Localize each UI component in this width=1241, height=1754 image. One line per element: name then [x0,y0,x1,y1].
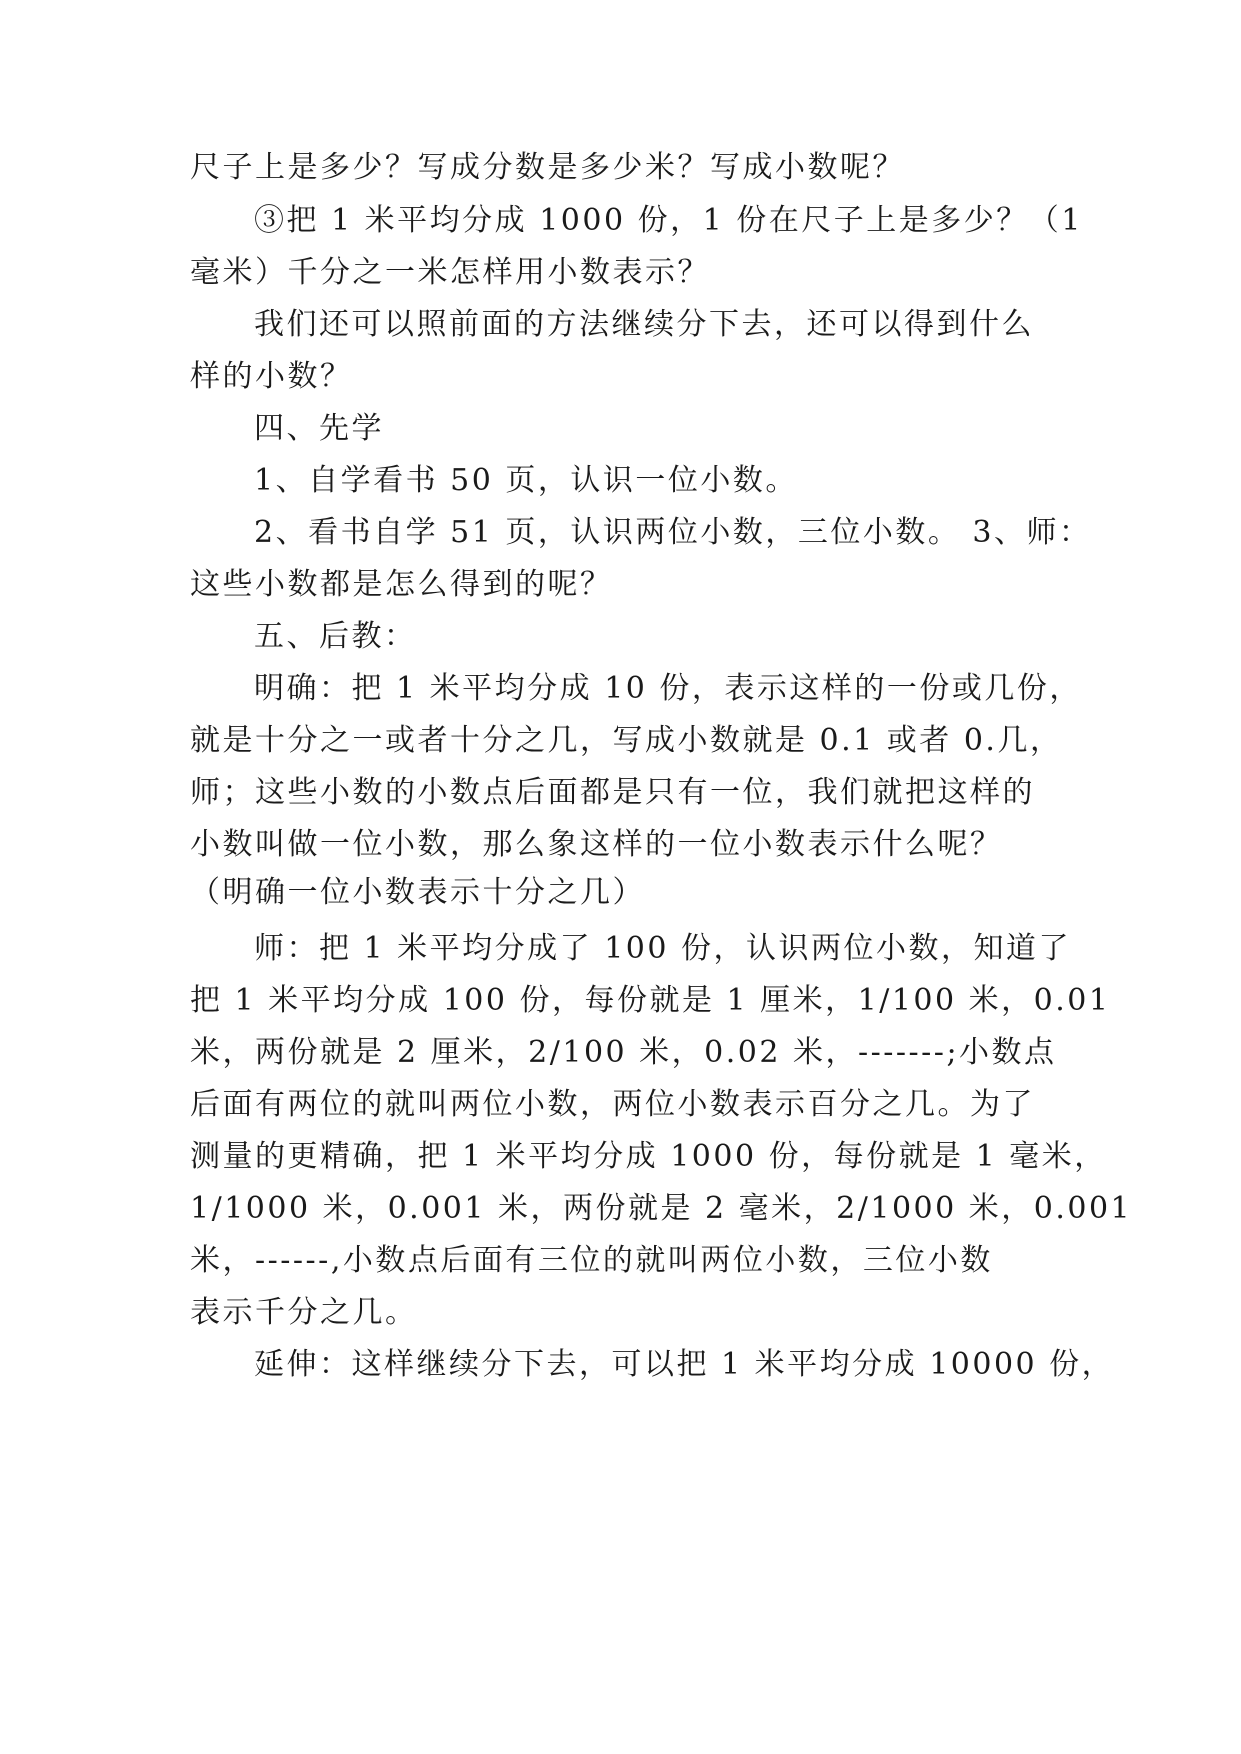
text-line-1: 尺子上是多少？写成分数是多少米？写成小数呢？ [190,150,905,185]
text-line-17: 把 1 米平均分成 100 份，每份就是 1 厘米，1/100 米，0.01 [190,983,1111,1018]
text-line-4: 我们还可以照前面的方法继续分下去，还可以得到什么 [254,307,1034,342]
text-line-7: 1、自学看书 50 页，认识一位小数。 [254,463,798,498]
text-line-24: 延伸：这样继续分下去，可以把 1 米平均分成 10000 份， [254,1347,1115,1382]
text-line-21: 1/1000 米，0.001 米，两份就是 2 毫米，2/1000 米，0.001 [190,1191,1133,1226]
text-line-19: 后面有两位的就叫两位小数，两位小数表示百分之几。为了 [190,1087,1035,1122]
text-line-16: 师：把 1 米平均分成了 100 份，认识两位小数，知道了 [254,931,1071,966]
text-line-18: 米，两份就是 2 厘米，2/100 米，0.02 米，-------;小数点 [190,1035,1057,1070]
text-line-5: 样的小数？ [190,359,353,394]
text-line-13: 师；这些小数的小数点后面都是只有一位，我们就把这样的 [190,775,1035,810]
text-line-3: 毫米）千分之一米怎样用小数表示？ [190,255,710,290]
text-line-9: 这些小数都是怎么得到的呢？ [190,567,613,602]
section-heading-5: 五、后教： [254,619,417,654]
text-line-2: ③把 1 米平均分成 1000 份，1 份在尺子上是多少？（1 [254,203,1083,238]
text-line-23: 表示千分之几。 [190,1295,418,1330]
section-heading-4: 四、先学 [254,411,384,446]
text-line-11: 明确：把 1 米平均分成 10 份，表示这样的一份或几份， [254,671,1082,706]
text-line-14: 小数叫做一位小数，那么象这样的一位小数表示什么呢？ [190,827,1003,862]
text-line-20: 测量的更精确，把 1 米平均分成 1000 份，每份就是 1 毫米， [190,1139,1107,1174]
text-line-12: 就是十分之一或者十分之几，写成小数就是 0.1 或者 0.几， [190,723,1063,758]
text-line-15: （明确一位小数表示十分之几） [190,875,645,910]
text-line-8: 2、看书自学 51 页，认识两位小数，三位小数。 3、师： [254,515,1092,550]
text-line-22: 米，------,小数点后面有三位的就叫两位小数，三位小数 [190,1243,993,1278]
